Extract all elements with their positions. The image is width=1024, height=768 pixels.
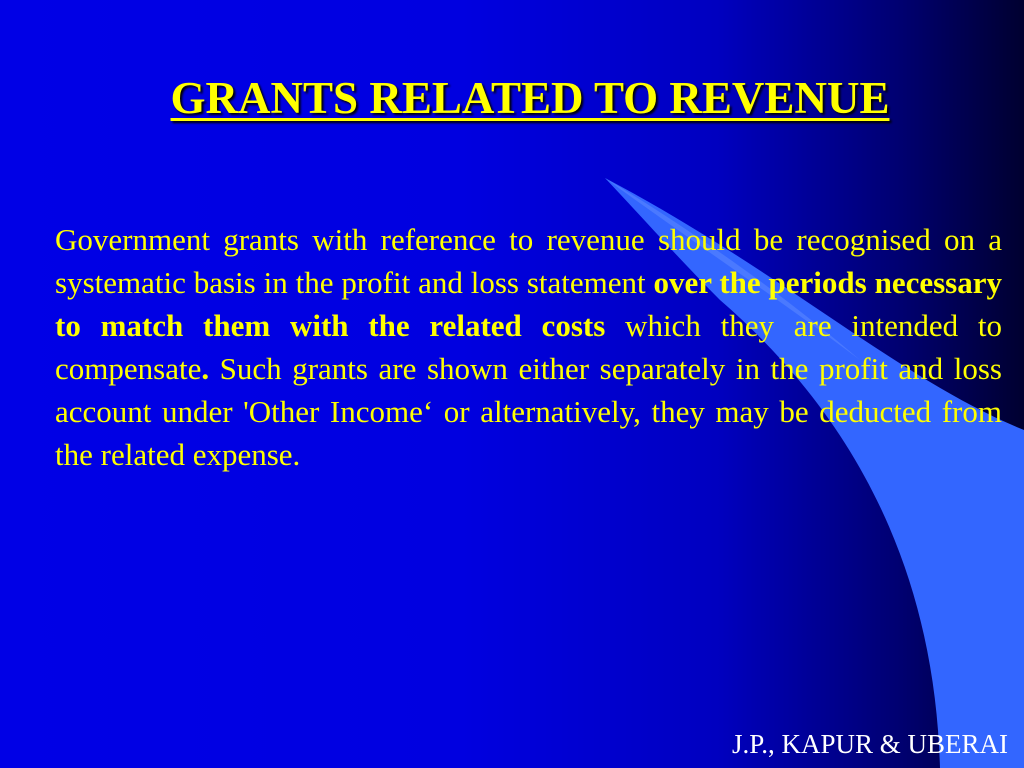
slide-title: GRANTS RELATED TO REVENUE [170,73,890,123]
body-text-part-2: which they are intended to compensate [55,308,1002,386]
body-text-part-3: Such grants are shown either separately in the profit and loss account under 'Other Income‘ or alternatively, they may be deducted from the related expense. [55,351,1002,472]
slide-body-text [55,218,1002,476]
slide-footer-author: J.P., KAPUR & UBERAI [731,729,1008,759]
body-text-emphasis-1: over the periods necessary to match them with the related costs [55,265,1002,343]
body-text-part-1: Government grants with reference to revenue should be recognised on a systematic basis in the profit and loss statement [55,222,1002,300]
body-text-emphasis-2: . [201,351,210,386]
